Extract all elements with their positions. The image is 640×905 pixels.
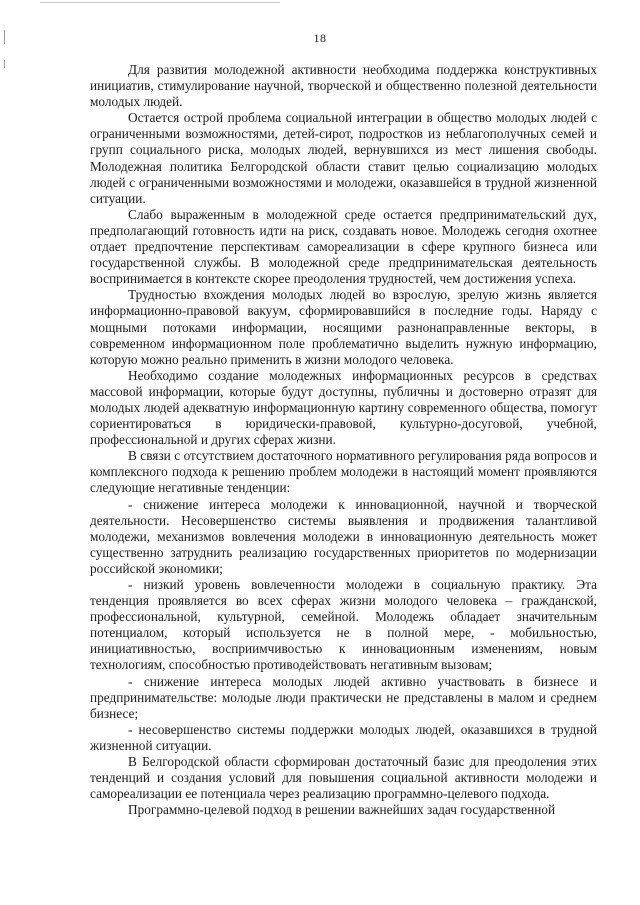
paragraph: Слабо выраженным в молодежной среде остается предпринимательский дух, предполагающий готовность идти на риск, создавать новое. Молодежь сегодня охотнее отдает предпочтение перспективам самореализации в сфере крупного бизнеса или государственной службы. В молодежной среде предпринимательская деятельность воспринимается в контексте скорее преодоления трудностей, чем достижения успеха. (90, 206, 597, 287)
page-number: 18 (313, 31, 327, 45)
list-item-paragraph: - снижение интереса молодых людей активно участвовать в бизнесе и предпринимательстве: молодые люди практически не представлены в малом и среднем бизнесе; (90, 673, 597, 721)
scan-margin-mark (4, 60, 5, 68)
paragraph: Программно-целевой подход в решении важнейших задач государственной (128, 802, 556, 818)
paragraph: В связи с отсутствием достаточного нормативного регулирования ряда вопросов и комплексного подхода к решению проблем молодежи в настоящий момент проявляются следующие негативные тенденции: (90, 448, 597, 496)
scan-edge-line (40, 2, 280, 3)
list-item-paragraph: - снижение интереса молодежи к инновационной, научной и творческой деятельности. Несовершенство системы выявления и продвижения талантливой молодежи, механизмов вовлечения молодежи в инновационную деятельность может существенно затруднить реализацию государственных приоритетов по модернизации российской экономики; (90, 496, 597, 576)
paragraph: Остается острой проблема социальной интеграции в общество молодых людей с ограниченными возможностями, детей-сирот, подростков из неблагополучных семей и групп социального риска, молодых людей, вернувшихся из мест лишения свободы. Молодежная политика Белгородской области ставит целью социализацию молодых людей с ограниченными возможностями и молодежи, оказавшейся в трудной жизненной ситуации. (90, 110, 597, 206)
document-body (90, 62, 597, 818)
list-item-paragraph: - несовершенство системы поддержки молодых людей, оказавшихся в трудной жизненной ситуации. (90, 721, 597, 753)
paragraph: Необходимо создание молодежных информационных ресурсов в средствах массовой информации, которые будут доступны, публичны и достоверно отразят для молодых людей адекватную информационную картину современного общества, помогут сориентироваться в юридически-правовой, культурно-досуговой, учебной, профессиональной и других сферах жизни. (90, 367, 597, 448)
paragraph: Трудностью вхождения молодых людей во взрослую, зрелую жизнь является информационно-правовой вакуум, сформировавшийся в последние годы. Наряду с мощными потоками информации, носящими разнонаправленные векторы, в современном информационном поле проблематично выделить нужную информацию, которую можно реально применить в жизни молодого человека. (90, 287, 597, 367)
list-item-paragraph: - низкий уровень вовлеченности молодежи в социальную практику. Эта тенденция проявляется во всех сферах жизни молодого человека – гражданской, профессиональной, культурной, семейной. Молодежь обладает значительным потенциалом, который используется не в полной мере, - мобильностью, инициативностью, восприимчивостью к инновационным изменениям, новым технологиям, способностью противодействовать негативным вызовам; (90, 577, 597, 673)
paragraph: Для развития молодежной активности необходима поддержка конструктивных инициатив, стимулирование научной, творческой и общественно полезной деятельности молодых людей. (90, 62, 597, 110)
paragraph: В Белгородской области сформирован достаточный базис для преодоления этих тенденций и создания условий для повышения социальной активности молодежи и самореализации ее потенциала через реализацию программно-целевого подхода. (90, 754, 597, 802)
